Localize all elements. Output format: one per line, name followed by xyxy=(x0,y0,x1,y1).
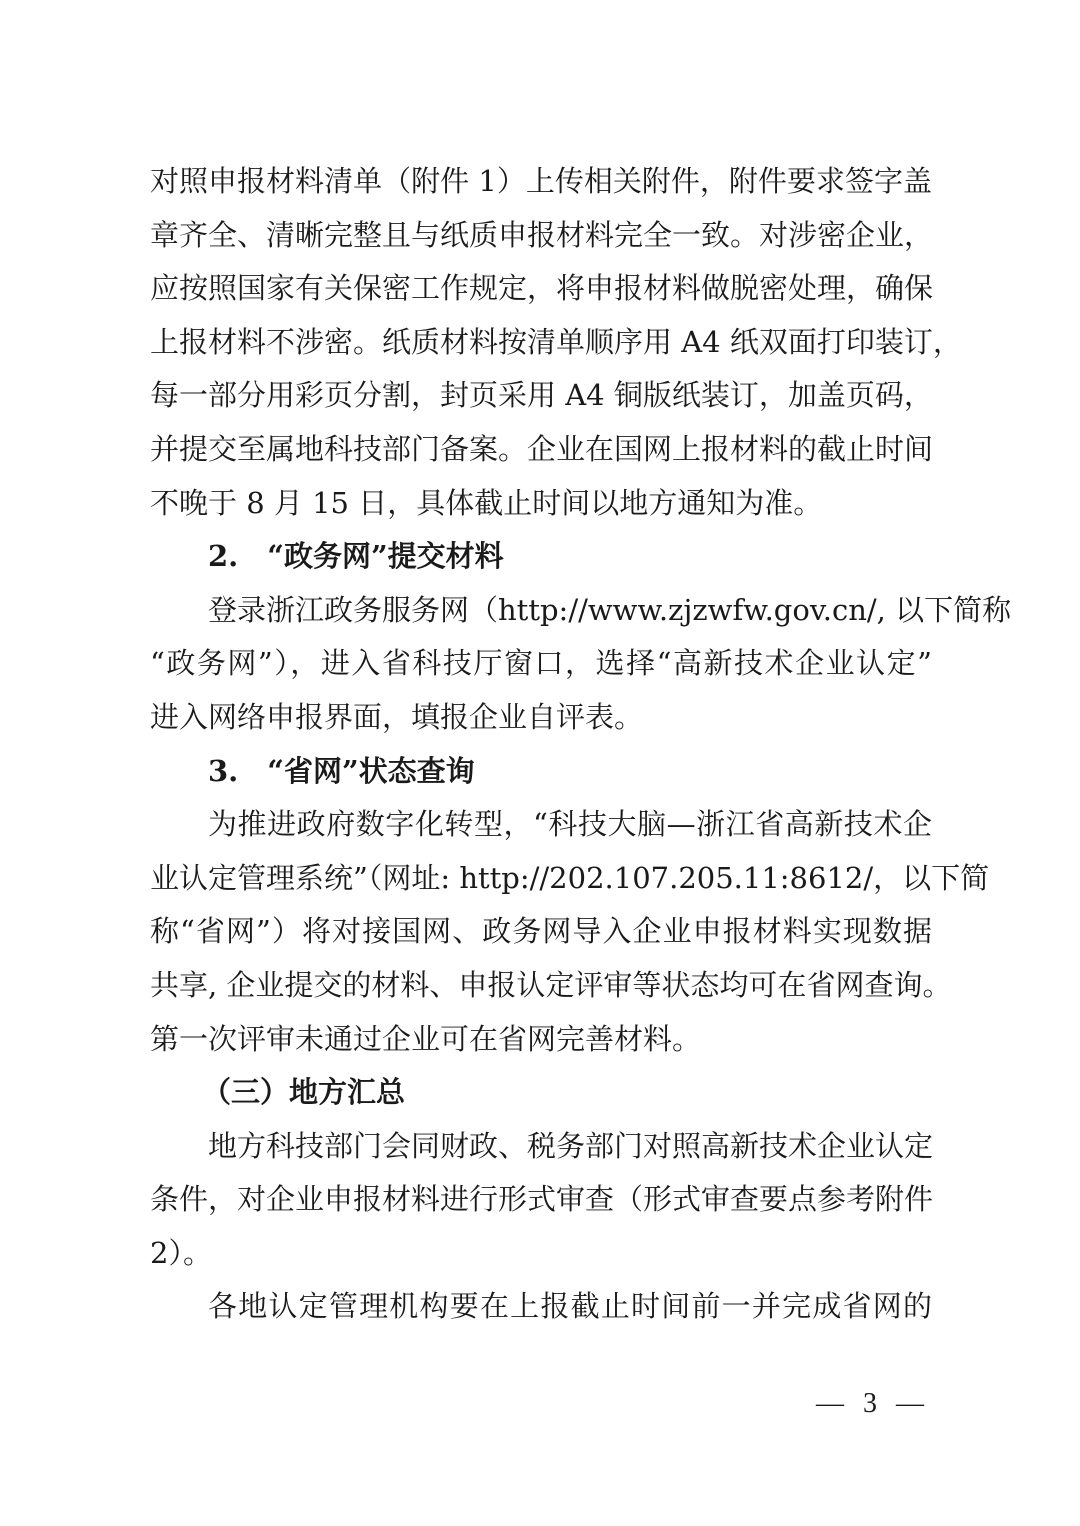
text-line: 业认定管理系统”（网址: http://202.107.205.11:8612/，以下简 xyxy=(150,860,990,895)
text-line: 称“省网”）将对接国网、政务网导入企业申报材料实现数据 xyxy=(150,914,932,949)
section-heading: （三）地方汇总 xyxy=(202,1075,406,1110)
section-heading: 3. “省网”状态查询 xyxy=(208,753,475,788)
page-number: — 3 — xyxy=(816,1388,930,1419)
text-line: 对照申报材料清单（附件 1）上传相关附件，附件要求签字盖 xyxy=(150,164,932,198)
text-line: 为推进政府数字化转型，“科技大脑—浙江省高新技术企 xyxy=(208,807,932,842)
text-line: 进入网络申报界面，填报企业自评表。 xyxy=(150,699,644,734)
text-line: 共享, 企业提交的材料、申报认定评审等状态均可在省网查询。 xyxy=(150,967,952,1002)
text-line: 第一次评审未通过企业可在省网完善材料。 xyxy=(150,1021,702,1056)
text-line: 每一部分用彩页分割，封页采用 A4 铜版纸装订，加盖页码， xyxy=(150,378,933,413)
text-line: 并提交至属地科技部门备案。企业在国网上报材料的截止时间 xyxy=(150,431,934,466)
text-line: “政务网”），进入省科技厅窗口，选择“高新技术企业认定” xyxy=(150,646,932,681)
text-line: 登录浙江政务服务网（http://www.zjzwfw.gov.cn/, 以下简称 xyxy=(208,592,1012,627)
text-line: 应按照国家有关保密工作规定，将申报材料做脱密处理，确保 xyxy=(150,271,934,306)
text-line: 章齐全、清晰完整且与纸质申报材料完全一致。对涉密企业， xyxy=(150,217,934,252)
text-line: 条件，对企业申报材料进行形式审查（形式审查要点参考附件 xyxy=(150,1182,934,1217)
text-line: 2）。 xyxy=(150,1235,212,1270)
text-line: 各地认定管理机构要在上报截止时间前一并完成省网的 xyxy=(208,1289,932,1324)
text-line: 上报材料不涉密。纸质材料按清单顺序用 A4 纸双面打印装订， xyxy=(150,324,962,359)
document-body xyxy=(150,155,1012,1334)
text-line: 地方科技部门会同财政、税务部门对照高新技术企业认定 xyxy=(208,1128,934,1163)
section-heading: 2. “政务网”提交材料 xyxy=(208,539,504,574)
text-line: 不晚于 8 月 15 日，具体截止时间以地方通知为准。 xyxy=(150,485,823,520)
